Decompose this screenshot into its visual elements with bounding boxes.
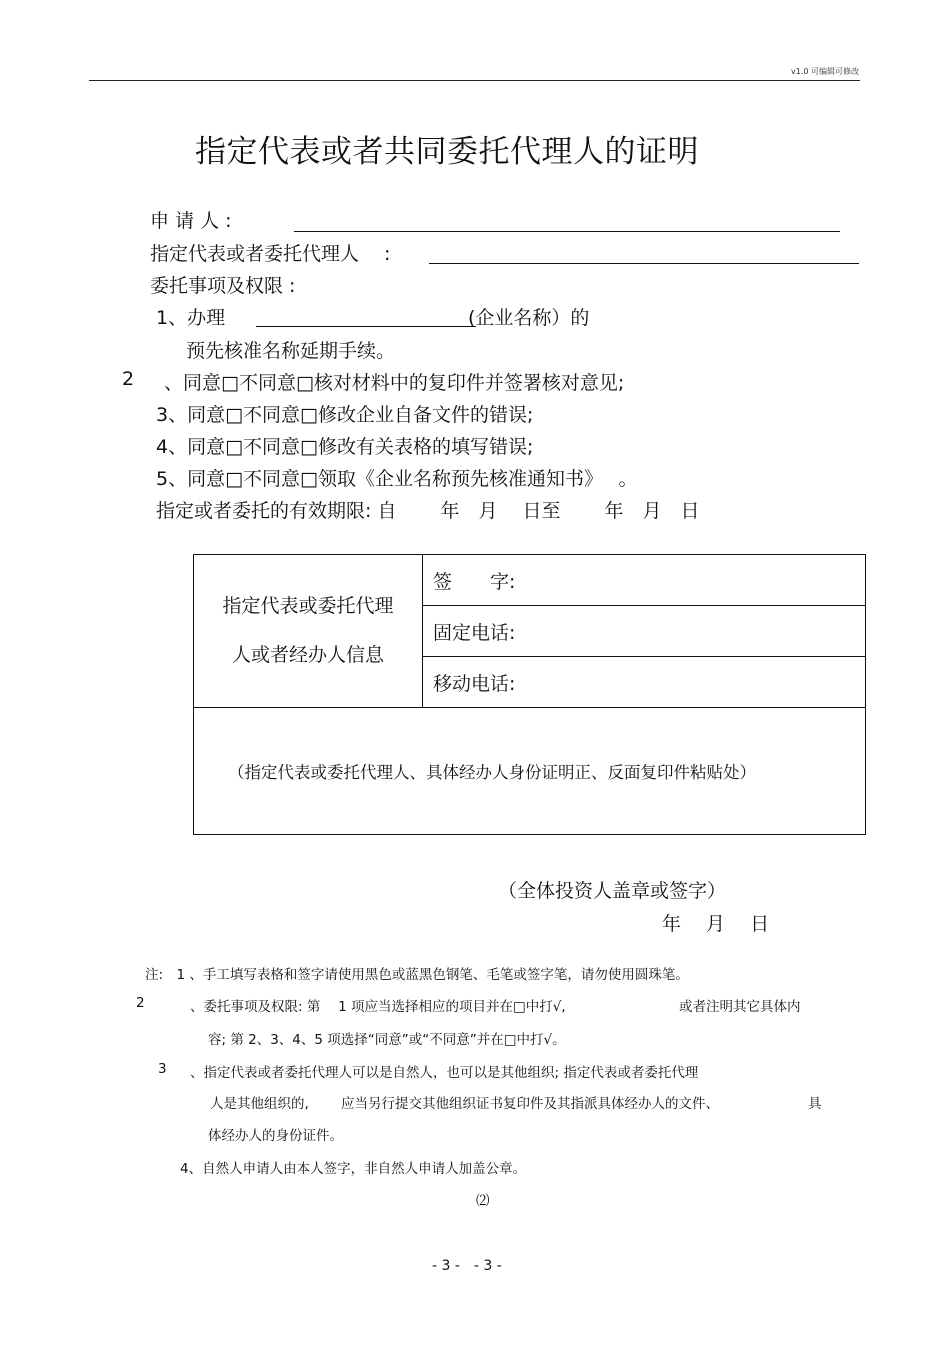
note-2-part-a: 、委托事项及权限: 第 1 项应当选择相应的项目并在□中打√, <box>190 999 566 1015</box>
validity-period: 指定或者委托的有效期限: 自 年 月 日至 年 月 日 <box>156 500 700 522</box>
header-rule <box>89 80 860 81</box>
item-1-prefix: 1、办理 <box>156 307 226 329</box>
item-1-line2: 预先核准名称延期手续。 <box>186 340 396 362</box>
id-copy-cell[interactable] <box>194 708 866 835</box>
item-3-text: 3、同意□不同意□修改企业自备文件的错误; <box>156 404 534 426</box>
note-2-number: 2 <box>136 995 145 1011</box>
applicant-field[interactable] <box>294 231 840 232</box>
note-2-part-c: 容; 第 2、3、4、5 项选择“同意”或“不同意”并在□中打√。 <box>208 1032 566 1048</box>
signature-date: 年 月 日 <box>662 913 770 935</box>
note-1: 注: 1 、手工填写表格和签字请使用黑色或蓝黑色钢笔、毛笔或签字笔，请勿使用圆珠笔。 <box>145 967 689 983</box>
note-3-part-c: 应当另行提交其他组织证书复印件及其指派具体经办人的文件、 <box>341 1096 719 1112</box>
note-2-part-b: 或者注明其它具体内 <box>679 999 801 1015</box>
item-2-text: 、同意□不同意□核对材料中的复印件并签署核对意见; <box>164 372 625 394</box>
item-5-text: 5、同意□不同意□领取《企业名称预先核准通知书》 。 <box>156 468 638 490</box>
page-number: - 3 - - 3 - <box>432 1258 502 1274</box>
representative-info-table <box>193 554 866 835</box>
note-4: 4、自然人申请人由本人签字，非自然人申请人加盖公章。 <box>180 1161 527 1177</box>
note-3-number: 3 <box>158 1061 167 1077</box>
landline-cell[interactable] <box>423 606 866 657</box>
signature-label: 签 字: <box>433 570 516 593</box>
info-left-line1: 指定代表或委托代理 <box>222 595 394 617</box>
matters-label: 委托事项及权限 : <box>150 275 296 297</box>
mobile-cell[interactable] <box>423 657 866 708</box>
note-3-part-d: 具 <box>808 1096 822 1112</box>
representative-label: 指定代表或者委托代理人 : <box>150 243 391 265</box>
applicant-label: 申 请 人 : <box>150 210 232 232</box>
note-3-part-b: 人是其他组织的, <box>210 1096 309 1112</box>
signature-cell[interactable] <box>423 555 866 606</box>
item-4-text: 4、同意□不同意□修改有关表格的填写错误; <box>156 436 534 458</box>
note-3-part-e: 体经办人的身份证件。 <box>208 1128 343 1144</box>
landline-label: 固定电话: <box>433 621 516 644</box>
note-3-part-a: 、指定代表或者委托代理人可以是自然人，也可以是其他组织; 指定代表或者委托代理 <box>190 1065 699 1081</box>
item-1-suffix: (企业名称）的 <box>468 307 590 329</box>
version-label: v1.0 可编辑可修改 <box>791 67 859 76</box>
mobile-label: 移动电话: <box>433 672 516 695</box>
info-left-cell <box>194 555 423 708</box>
id-copy-note: （指定代表或委托代理人、具体经办人身份证明正、反面复印件粘贴处） <box>228 763 756 782</box>
info-left-line2: 人或者经办人信息 <box>231 644 384 666</box>
representative-field[interactable] <box>429 263 859 264</box>
page-mark: ⑵ <box>476 1193 490 1209</box>
investor-signature-label: （全体投资人盖章或签字） <box>498 880 727 902</box>
document-title: 指定代表或者共同委托代理人的证明 <box>195 134 699 170</box>
item-2-number: 2 <box>122 368 135 390</box>
company-name-field[interactable] <box>256 326 476 327</box>
